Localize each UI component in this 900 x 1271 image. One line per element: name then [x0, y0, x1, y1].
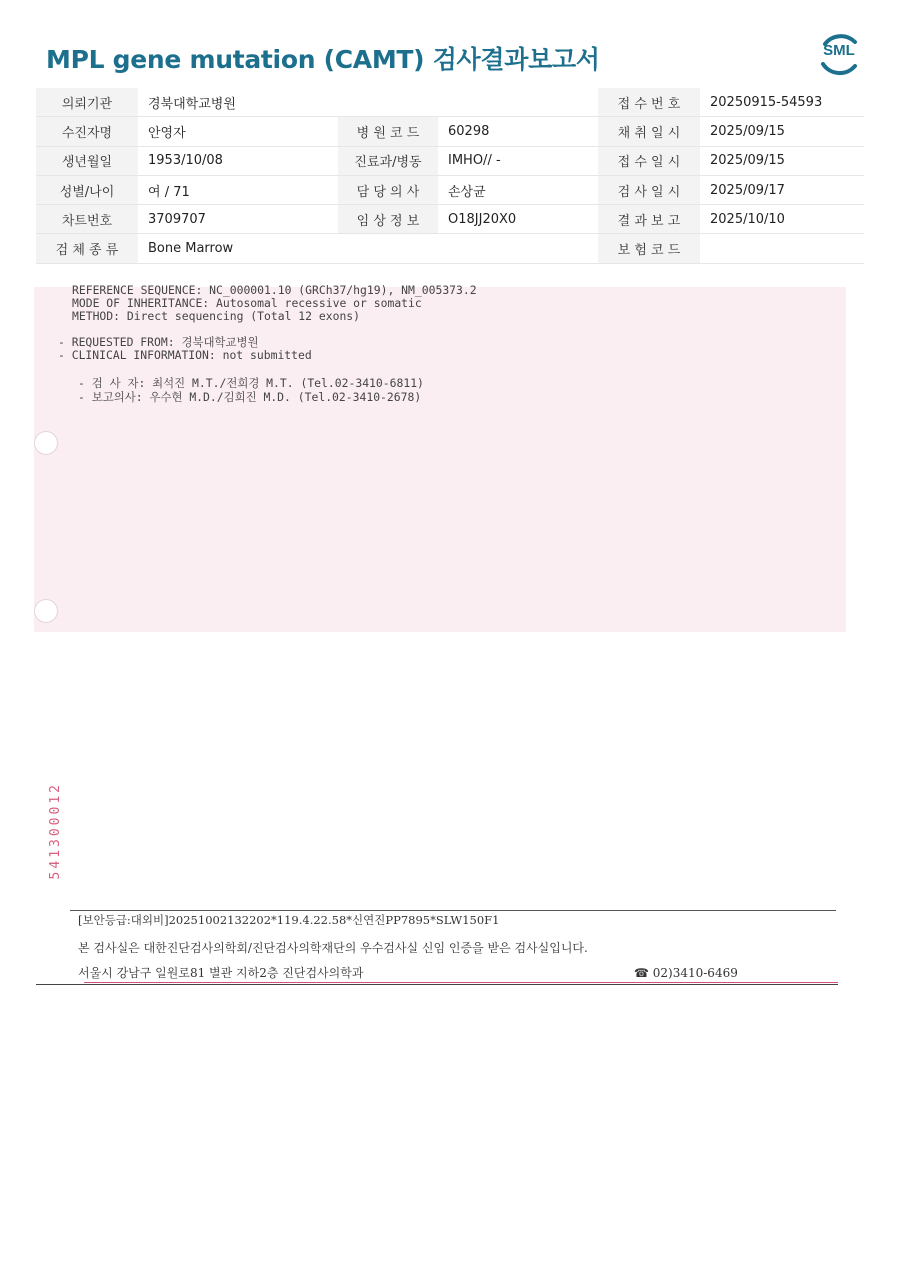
info-row	[36, 117, 864, 146]
info-label: 채 취 일 시	[598, 117, 700, 146]
info-value: 2025/09/15	[700, 146, 864, 175]
info-label: 성별/나이	[36, 175, 138, 204]
info-label: 병 원 코 드	[338, 117, 438, 146]
info-label: 담 당 의 사	[338, 175, 438, 204]
report-title: MPL gene mutation (CAMT) 검사결과보고서	[46, 45, 600, 74]
sml-logo	[815, 30, 863, 78]
info-value: 2025/09/17	[700, 175, 864, 204]
info-value: Bone Marrow	[138, 234, 338, 263]
info-label: 검 사 일 시	[598, 175, 700, 204]
info-value: 경북대학교병원	[138, 88, 338, 117]
info-value: 60298	[438, 117, 598, 146]
mode-of-inheritance: MODE OF INHERITANCE: Autosomal recessive or somatic	[72, 296, 422, 310]
reference-sequence: REFERENCE SEQUENCE: NC_000001.10 (GRCh37/hg19), NM_005373.2	[72, 283, 477, 297]
info-row	[36, 175, 864, 204]
info-label: 수진자명	[36, 117, 138, 146]
info-value: 1953/10/08	[138, 146, 338, 175]
address-line: 서울시 강남구 일원로81 별관 지하2층 진단검사의학과	[78, 966, 364, 980]
info-value: 2025/10/10	[700, 205, 864, 234]
certification-line: 본 검사실은 대한진단검사의학회/진단검사의학재단의 우수검사실 신임 인증을 받은 검사실입니다.	[78, 941, 588, 955]
method: METHOD: Direct sequencing (Total 12 exons)	[72, 309, 361, 323]
info-label: 접 수 번 호	[598, 88, 700, 117]
reporting-doctor-line: - 보고의사: 우수현 M.D./김희진 M.D. (Tel.02-3410-2678)	[78, 390, 422, 404]
info-label: 의뢰기관	[36, 88, 138, 117]
info-value: IMHO// -	[438, 146, 598, 175]
info-value: 2025/09/15	[700, 117, 864, 146]
logo-text: SML	[823, 42, 855, 59]
info-label: 검 체 종 류	[36, 234, 138, 263]
info-value: O18JJ20X0	[438, 205, 598, 234]
requested-from: - REQUESTED FROM: 경북대학교병원	[58, 335, 259, 349]
info-label	[338, 234, 438, 263]
info-row	[36, 234, 864, 263]
divider	[36, 984, 838, 985]
phone-line: ☎ 02)3410-6469	[634, 966, 738, 980]
info-value: 안영자	[138, 117, 338, 146]
info-row	[36, 205, 864, 234]
info-label: 차트번호	[36, 205, 138, 234]
clinical-information: - CLINICAL INFORMATION: not submitted	[58, 348, 312, 362]
info-label: 임 상 정 보	[338, 205, 438, 234]
security-line: [보안등급:대외비]20251002132202*119.4.22.58*신연진PP7895*SLW150F1	[78, 913, 500, 927]
examiner-line: - 검 사 자: 최석진 M.T./전희경 M.T. (Tel.02-3410-6811)	[78, 376, 424, 390]
info-label	[338, 88, 438, 117]
side-code: 541300012	[48, 782, 63, 880]
info-value: 3709707	[138, 205, 338, 234]
pink-divider	[84, 982, 838, 983]
info-value: 손상균	[438, 175, 598, 204]
info-row	[36, 146, 864, 175]
info-value	[438, 234, 598, 263]
info-value	[700, 234, 864, 263]
info-label: 생년월일	[36, 146, 138, 175]
punch-hole	[34, 431, 58, 455]
patient-info-table	[36, 88, 864, 264]
punch-hole	[34, 599, 58, 623]
info-value: 여 / 71	[138, 175, 338, 204]
info-value: 20250915-54593	[700, 88, 864, 117]
info-label: 보 험 코 드	[598, 234, 700, 263]
info-row	[36, 88, 864, 117]
info-label: 진료과/병동	[338, 146, 438, 175]
divider	[70, 910, 836, 911]
info-label: 접 수 일 시	[598, 146, 700, 175]
info-value	[438, 88, 598, 117]
info-label: 결 과 보 고	[598, 205, 700, 234]
